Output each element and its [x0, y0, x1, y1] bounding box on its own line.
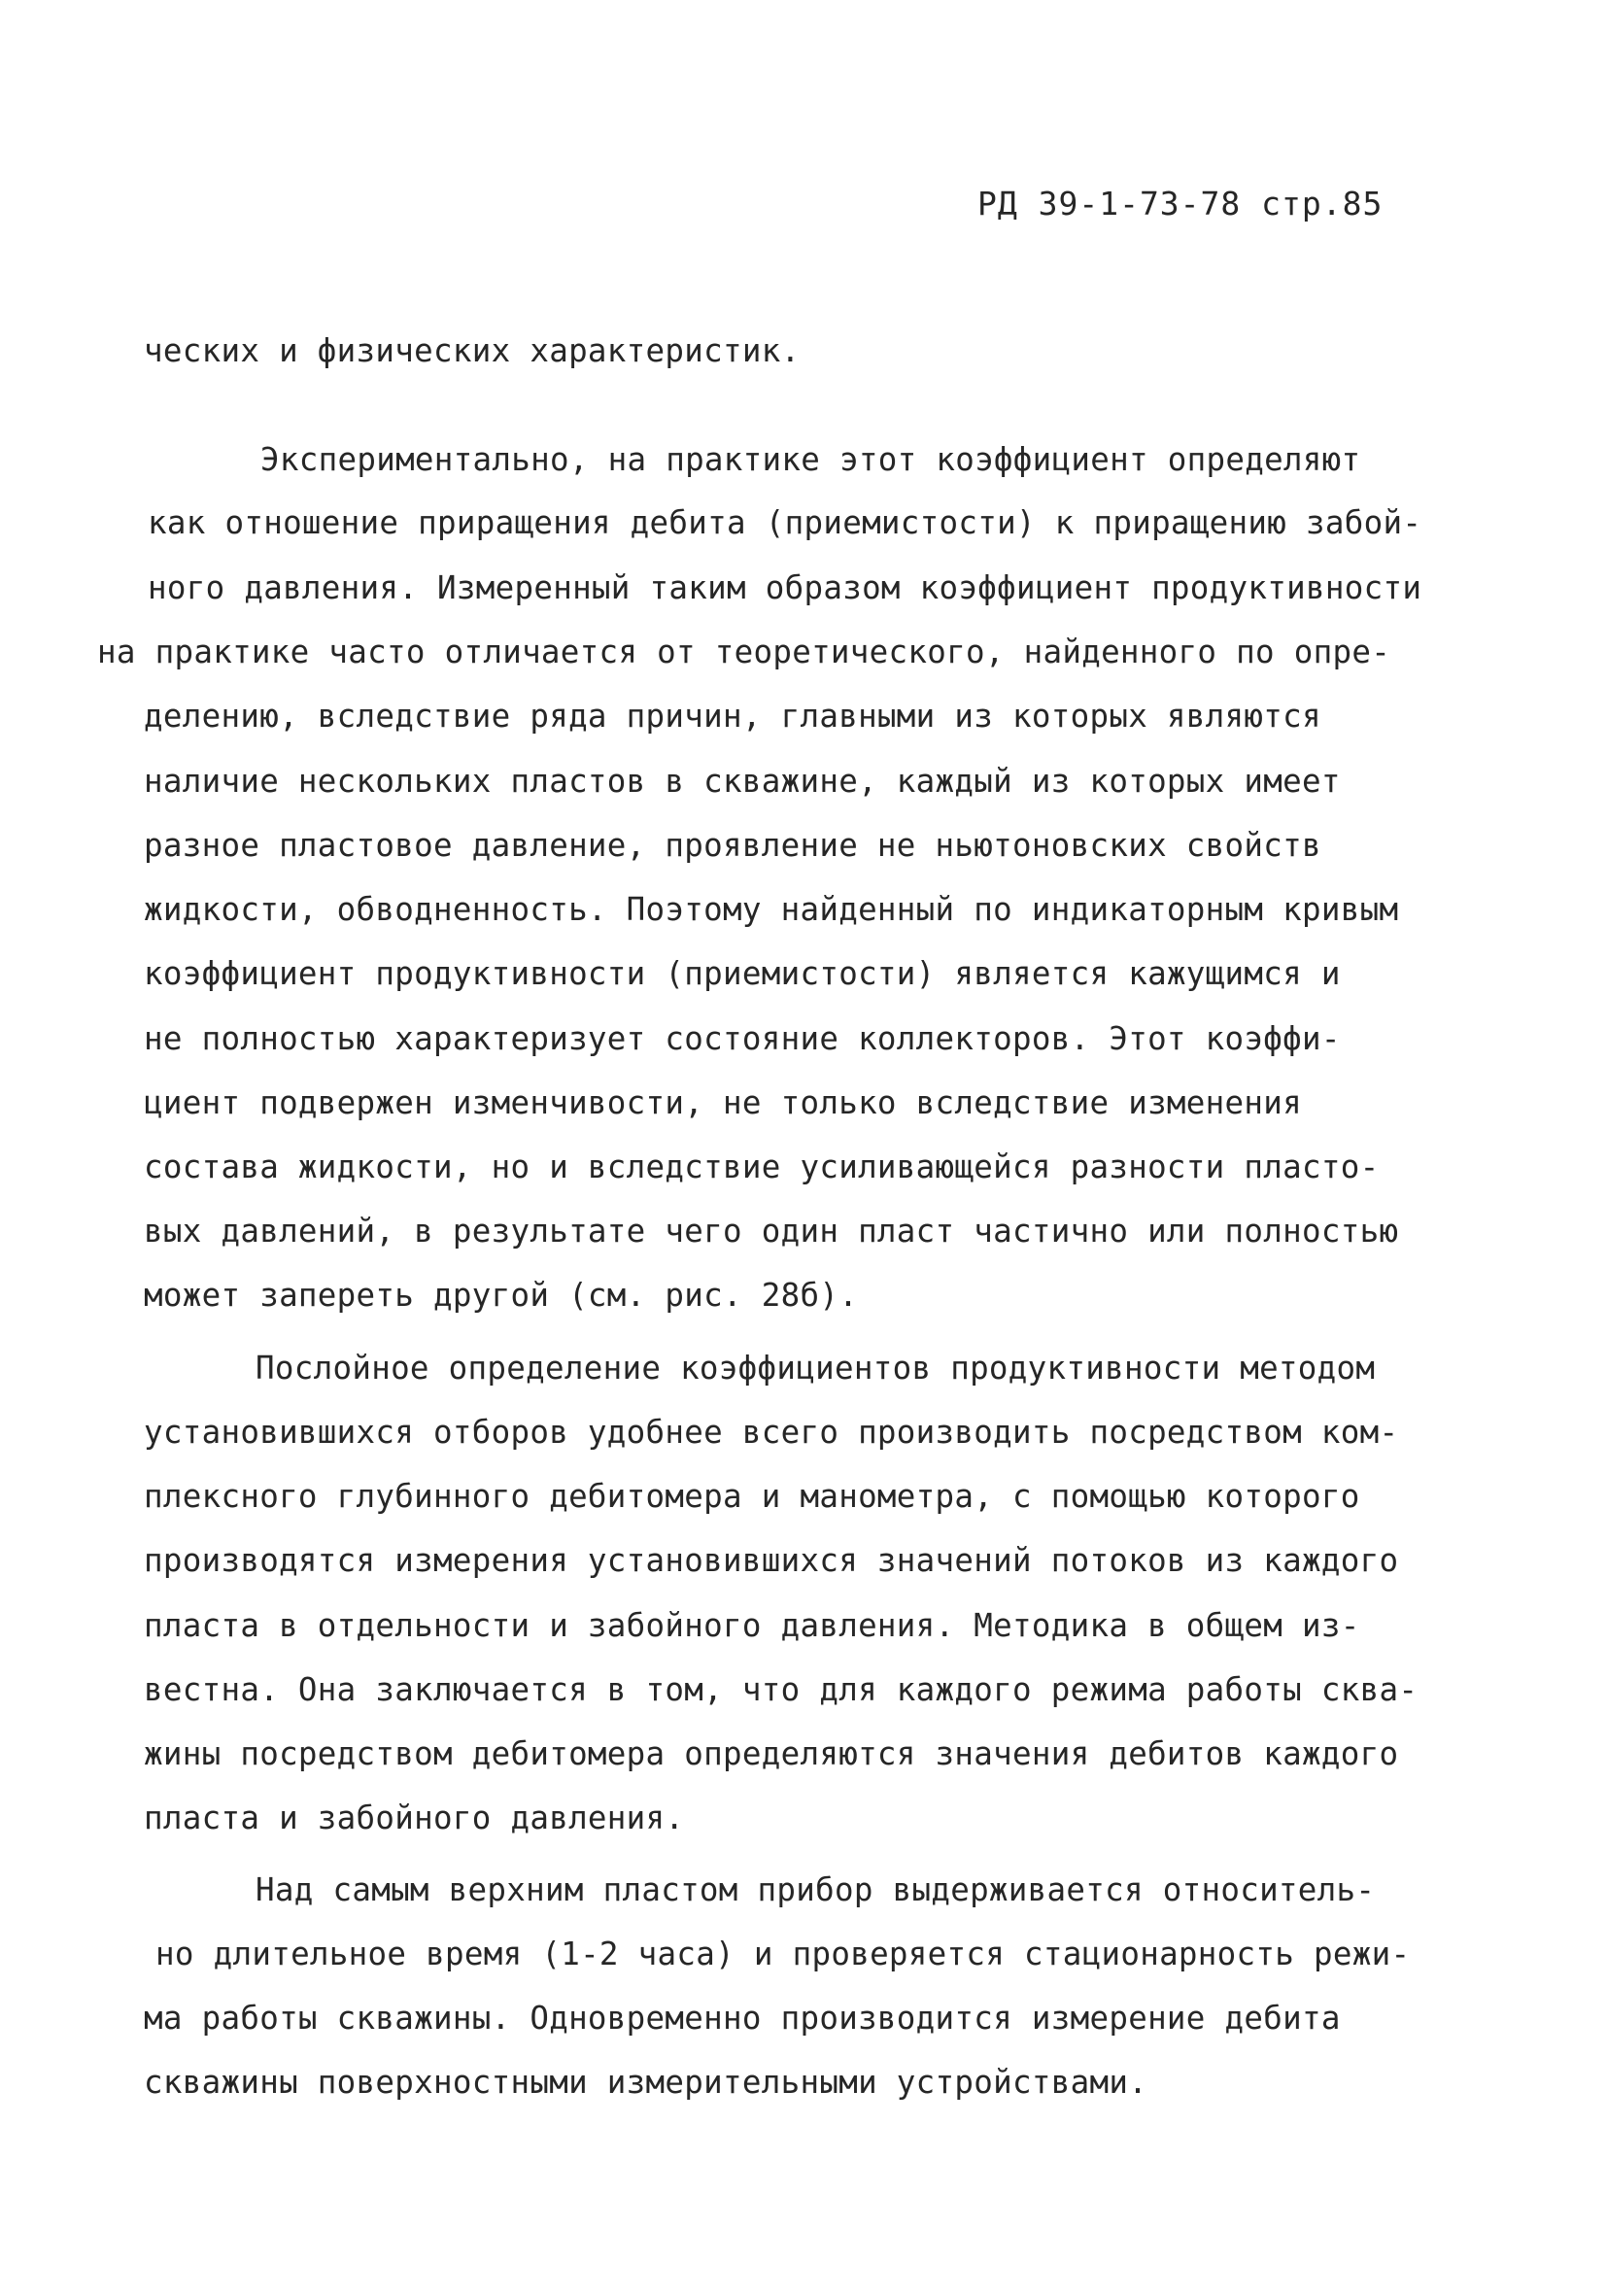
text-line: скважины поверхностными измерительными устройствами. — [144, 2064, 1148, 2101]
text-line: пласта в отдельности и забойного давления. Методика в общем из- — [144, 1607, 1360, 1644]
page-header: РД 39-1-73-78 стр.85 — [977, 185, 1384, 223]
text-line: Экспериментально, на практике этот коэффициент определяют — [260, 441, 1361, 478]
text-line: на практике часто отличается от теоретического, найденного по опре- — [97, 634, 1391, 670]
text-line: вестна. Она заключается в том, что для каждого режима работы сква- — [144, 1671, 1419, 1708]
text-line: разное пластовое давление, проявление не ньютоновских свойств — [144, 827, 1321, 864]
text-line: ма работы скважины. Одновременно производится измерение дебита — [144, 2000, 1341, 2037]
text-line: Над самым верхним пластом прибор выдерживается относитель- — [256, 1871, 1376, 1908]
text-line: как отношение приращения дебита (приемистости) к приращению забой- — [148, 504, 1422, 541]
text-line: но длительное время (1-2 часа) и проверяется стационарность режи- — [155, 1936, 1411, 1972]
text-line: не полностью характеризует состояние коллекторов. Этот коэффи- — [144, 1020, 1341, 1057]
text-line: делению, вследствие ряда причин, главными из которых являются — [144, 698, 1321, 735]
text-line: жидкости, обводненность. Поэтому найденный по индикаторным кривым — [144, 891, 1399, 928]
text-line: состава жидкости, но и вследствие усиливающейся разности пласто- — [144, 1148, 1380, 1185]
text-line: может запереть другой (см. рис. 28б). — [144, 1277, 859, 1314]
text-line: установившихся отборов удобнее всего производить посредством ком- — [144, 1414, 1399, 1451]
text-line: наличие нескольких пластов в скважине, каждый из которых имеет — [144, 763, 1341, 800]
text-line: жины посредством дебитомера определяются значения дебитов каждого — [144, 1735, 1399, 1772]
text-line: ческих и физических характеристик. — [144, 332, 801, 369]
text-line: пласта и забойного давления. — [144, 1799, 685, 1836]
text-line: производятся измерения установившихся значений потоков из каждого — [144, 1542, 1399, 1579]
text-line: ного давления. Измеренный таким образом коэффициент продуктивности — [148, 569, 1422, 606]
text-line: коэффициент продуктивности (приемистости) является кажущимся и — [144, 955, 1341, 992]
text-line: вых давлений, в результате чего один пласт частично или полностью — [144, 1213, 1399, 1250]
text-line: плексного глубинного дебитомера и манометра, с помощью которого — [144, 1478, 1360, 1515]
text-line: циент подвержен изменчивости, не только вследствие изменения — [144, 1084, 1302, 1121]
text-line: Послойное определение коэффициентов продуктивности методом — [256, 1350, 1376, 1387]
